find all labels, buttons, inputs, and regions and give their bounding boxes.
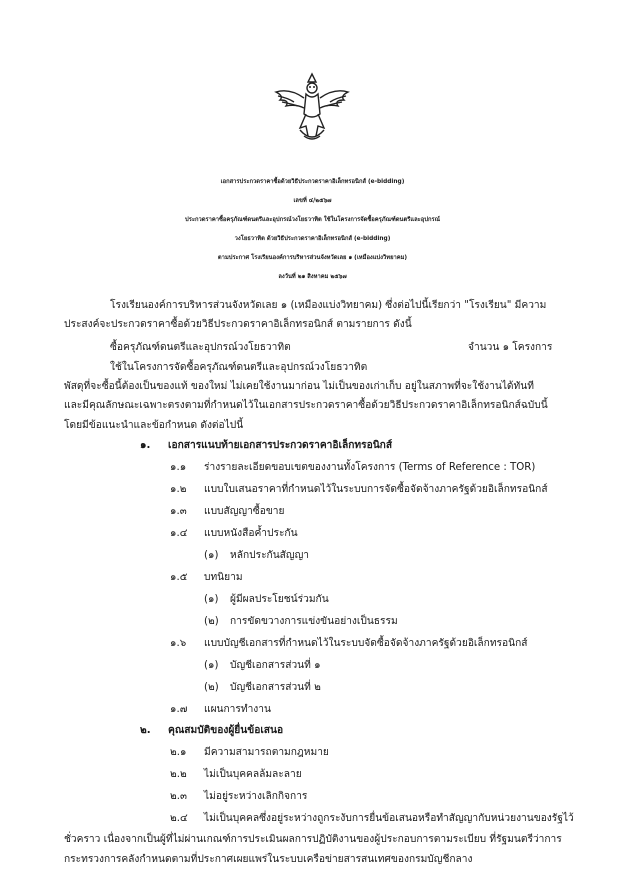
section2-item-number: ๒.๓: [170, 791, 187, 802]
section1-item-number: ๑.๕: [170, 572, 188, 583]
intro-para2-line1: พัสดุที่จะซื้อนี้ต้องเป็นของแท้ ของใหม่ ไม่เคยใช้งานมาก่อน ไม่เป็นของเก่าเก็บ อยู่ในสภาพที่จะใช้งานได้ทันที: [64, 381, 534, 392]
section1-item-number: ๑.๑: [170, 462, 187, 473]
section2-item-number: ๒.๑: [170, 747, 187, 758]
section1-subitem-text: หลักประกันสัญญา: [230, 550, 309, 561]
doc-announcement: ตามประกาศ โรงเรียนองค์การบริหารส่วนจังหวัดเลย ๑ (เหมืองแบ่งวิทยาคม): [217, 255, 408, 261]
section1-subitem-text: การขัดขวางการแข่งขันอย่างเป็นธรรม: [230, 616, 398, 627]
section1-item-text: บทนิยาม: [204, 572, 243, 583]
section1-title: เอกสารแนบท้ายเอกสารประกวดราคาอิเล็กทรอนิกส์: [168, 440, 393, 451]
doc-subject-line1: ประกวดราคาซื้อครุภัณฑ์ดนตรีและอุปกรณ์วงโยธวาทิต ใช้ในโครงการจัดซื้อครุภัณฑ์ดนตรีและอุปกรณ์: [185, 217, 440, 223]
section1-item-text: แบบหนังสือค้ำประกัน: [204, 528, 298, 539]
section1-item-text: แบบใบเสนอราคาที่กำหนดไว้ในระบบการจัดซื้อจัดจ้างภาครัฐด้วยอิเล็กทรอนิกส์: [204, 484, 548, 495]
section1-subitem-number: (๑): [204, 550, 219, 561]
section1-item-text: แบบบัญชีเอกสารที่กำหนดไว้ในระบบจัดซื้อจัดจ้างภาครัฐด้วยอิเล็กทรอนิกส์: [204, 638, 528, 649]
section2-item-number: ๒.๒: [170, 769, 187, 780]
garuda-emblem: [270, 70, 354, 146]
doc-title: เอกสารประกวดราคาซื้อด้วยวิธีประกวดราคาอิเล็กทรอนิกส์ (e-bidding): [220, 179, 405, 185]
section1-subitem-text: บัญชีเอกสารส่วนที่ ๒: [230, 682, 321, 693]
section2-item-text: ไม่อยู่ระหว่างเลิกกิจการ: [204, 791, 308, 802]
section2-number: ๒.: [140, 725, 151, 736]
section1-item-text: แบบสัญญาซื้อขาย: [204, 506, 285, 517]
doc-subject-line2: วงโยธวาทิต ด้วยวิธีประกวดราคาอิเล็กทรอนิกส์ (e-bidding): [234, 236, 391, 242]
section2-item-number: ๒.๔: [170, 813, 188, 824]
section1-item-number: ๑.๗: [170, 704, 188, 715]
section1-subitem-number: (๑): [204, 594, 219, 605]
intro-item-name: ซื้อครุภัณฑ์ดนตรีและอุปกรณ์วงโยธวาทิต: [110, 342, 291, 353]
intro-line1: โรงเรียนองค์การบริหารส่วนจังหวัดเลย ๑ (เหมืองแบ่งวิทยาคม) ซึ่งต่อไปนี้เรียกว่า "โรงเรียน" มีความ: [110, 300, 547, 311]
intro-line2: ประสงค์จะประกวดราคาซื้อด้วยวิธีประกวดราคาอิเล็กทรอนิกส์ ตามรายการ ดังนี้: [64, 319, 412, 330]
section2-continuation-line2: กระทรวงการคลังกำหนดตามที่ประกาศเผยแพร่ในระบบเครือข่ายสารสนเทศของกรมบัญชีกลาง: [64, 854, 473, 865]
section1-number: ๑.: [140, 440, 151, 451]
intro-para2-line2: และมีคุณลักษณะเฉพาะตรงตามที่กำหนดไว้ในเอกสารประกวดราคาซื้อด้วยวิธีประกวดราคาอิเล็กทรอนิกส์ฉบับนี้: [64, 400, 548, 411]
section2-title: คุณสมบัติของผู้ยื่นข้อเสนอ: [168, 725, 284, 736]
section2-item-text: มีความสามารถตามกฎหมาย: [204, 747, 329, 758]
section1-subitem-number: (๒): [204, 682, 219, 693]
doc-number: เลขที่ ๔/๒๕๖๗: [293, 198, 332, 204]
section2-item-text: ไม่เป็นบุคคลล้มละลาย: [204, 769, 302, 780]
doc-date: ลงวันที่ ๒๑ สิงหาคม ๒๕๖๗: [278, 274, 347, 280]
section1-item-number: ๑.๔: [170, 528, 188, 539]
section1-item-text: ร่างรายละเอียดขอบเขตของงานทั้งโครงการ (Terms of Reference : TOR): [204, 462, 536, 473]
section1-subitem-text: ผู้มีผลประโยชน์ร่วมกัน: [230, 594, 329, 605]
intro-para2-line3: โดยมีข้อแนะนำและข้อกำหนด ดังต่อไปนี้: [64, 420, 244, 431]
section1-subitem-number: (๒): [204, 616, 219, 627]
section1-item-number: ๑.๒: [170, 484, 187, 495]
intro-item-use: ใช้ในโครงการจัดซื้อครุภัณฑ์ดนตรีและอุปกรณ์วงโยธวาทิต: [110, 362, 368, 373]
intro-item-qty: จำนวน ๑ โครงการ: [468, 342, 553, 353]
section1-subitem-number: (๑): [204, 660, 219, 671]
section1-subitem-text: บัญชีเอกสารส่วนที่ ๑: [230, 660, 321, 671]
section2-item-text: ไม่เป็นบุคคลซึ่งอยู่ระหว่างถูกระงับการยื่นข้อเสนอหรือทำสัญญากับหน่วยงานของรัฐไว้: [204, 813, 574, 824]
section1-item-text: แผนการทำงาน: [204, 704, 271, 715]
section1-item-number: ๑.๓: [170, 506, 187, 517]
section1-item-number: ๑.๖: [170, 638, 187, 649]
section2-continuation-line1: ชั่วคราว เนื่องจากเป็นผู้ที่ไม่ผ่านเกณฑ์การประเมินผลการปฏิบัติงานของผู้ประกอบการตามระเบียบ ที่รัฐมนตรีว่าการ: [64, 834, 562, 845]
